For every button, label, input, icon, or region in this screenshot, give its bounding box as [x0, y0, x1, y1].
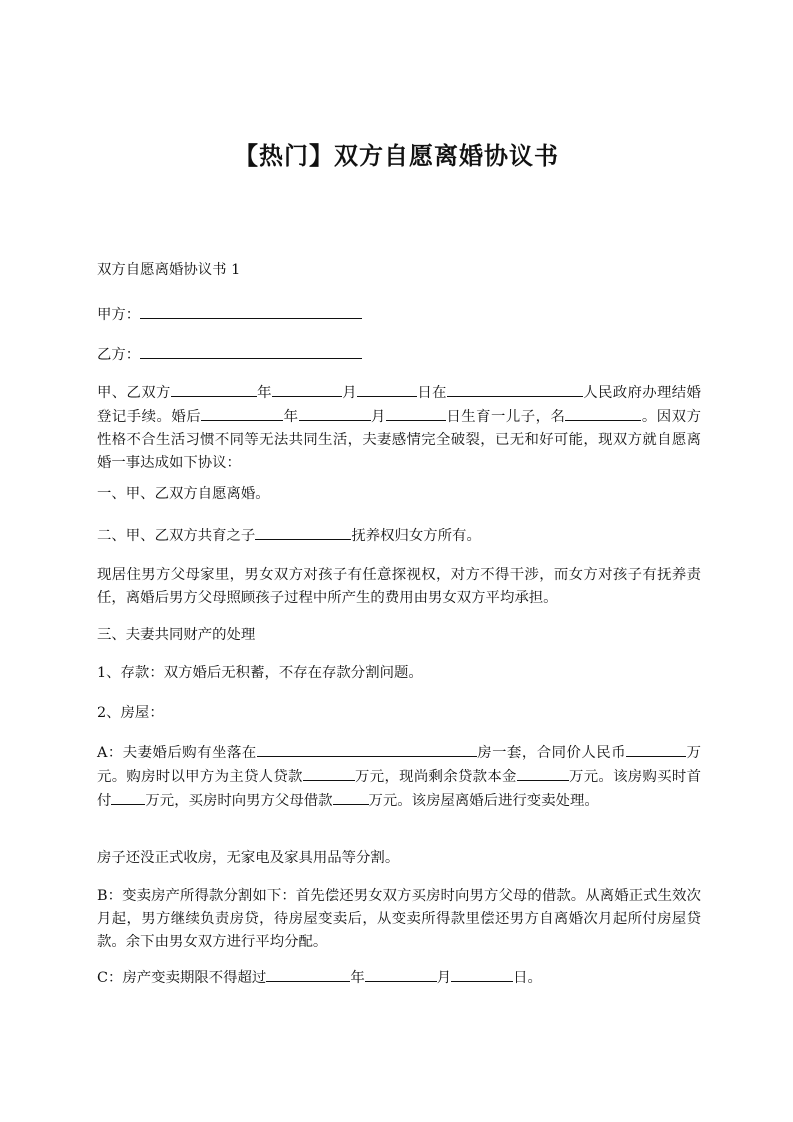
party-b-line	[97, 343, 701, 367]
blank-field	[257, 741, 477, 757]
house-item-a	[97, 741, 701, 813]
no-furniture-note: 房子还没正式收房，无家电及家具用品等分割。	[97, 850, 400, 866]
blank-field	[626, 741, 680, 757]
clause-3-heading: 三、夫妻共同财产的处理	[97, 627, 256, 643]
item-c-text: C：房产变卖期限不得超过	[97, 970, 267, 986]
agreement-subtitle: 双方自愿离婚协议书 1	[97, 262, 241, 278]
intro-paragraph	[97, 381, 701, 475]
party-b-label: 乙方：	[97, 347, 141, 363]
clause-1: 一、甲、乙双方自愿离婚。	[97, 486, 270, 502]
party-a-label: 甲方：	[97, 307, 141, 323]
item-a-text: 万元。购房时以甲方为主贷人贷款	[97, 745, 701, 785]
item-c-text: 日。	[513, 970, 542, 986]
blank-field	[517, 765, 569, 781]
blank-field	[565, 405, 641, 421]
intro-text: 月	[370, 409, 386, 425]
blank-field	[303, 765, 355, 781]
intro-text: 日生育一儿子，名	[445, 409, 566, 425]
clause-2-text: 抚养权归女方所有。	[351, 528, 481, 544]
blank-field	[386, 405, 446, 421]
child-name-blank	[255, 524, 351, 540]
house-item-c	[97, 966, 701, 990]
blank-field	[451, 966, 513, 982]
clause-2	[97, 524, 701, 548]
document-title: 【热门】双方自愿离婚协议书	[234, 142, 559, 170]
blank-field	[171, 381, 257, 397]
blank-field	[266, 966, 350, 982]
blank-field	[333, 789, 369, 805]
item-a-text: 万元，现尚剩余贷款本金	[354, 769, 517, 785]
item-c-text: 年	[350, 970, 365, 986]
item-a-text: A：夫妻婚后购有坐落在	[97, 745, 257, 761]
intro-text: 年	[283, 409, 299, 425]
blank-field	[365, 966, 437, 982]
intro-text: 月	[341, 385, 358, 401]
clause-2-text: 二、甲、乙双方共育之子	[97, 528, 256, 544]
party-b-blank	[140, 343, 362, 359]
item-c-text: 月	[436, 970, 452, 986]
blank-field	[357, 381, 417, 397]
blank-field	[111, 789, 145, 805]
intro-text: 日在	[417, 385, 447, 401]
blank-field	[272, 381, 342, 397]
intro-text: 年	[256, 385, 272, 401]
blank-field	[201, 405, 283, 421]
house-heading: 2、房屋：	[97, 705, 164, 721]
party-a-blank	[140, 303, 362, 319]
residence-paragraph: 现居住男方父母家里，男女双方对孩子有任意探视权，对方不得干涉，而女方对孩子有抚养责任，离婚后男方父母照顾孩子过程中所产生的费用由男女双方平均承担。	[97, 567, 701, 606]
intro-text: 。因双方性格不合生活习惯不同等无法共同生活，夫妻感情完全破裂，已无和好可能，现双方就自愿离婚一事达成如下协议：	[97, 409, 701, 471]
item-a-text: 万元，买房时向男方父母借款	[145, 793, 333, 809]
deposit-item: 1、存款：双方婚后无积蓄，不存在存款分割问题。	[97, 665, 423, 681]
house-item-b: B：变卖房产所得款分割如下：首先偿还男女双方买房时向男方父母的借款。从离婚正式生效次月起，男方继续负责房贷，待房屋变卖后，从变卖所得款里偿还男方自离婚次月起所付房屋贷款。余下由男女双方进行平均分配。	[97, 888, 701, 950]
item-a-text: 房一套，合同价人民币	[476, 745, 627, 761]
blank-field	[299, 405, 371, 421]
blank-field	[447, 381, 583, 397]
item-a-text: 万元。该房屋离婚后进行变卖处理。	[368, 793, 599, 809]
intro-text: 人民政府办理结婚登记手续。婚后	[97, 385, 701, 425]
intro-text: 甲、乙双方	[97, 385, 171, 401]
party-a-line	[97, 303, 701, 327]
item-a-text: 万元。该房购买时首付	[97, 769, 701, 809]
